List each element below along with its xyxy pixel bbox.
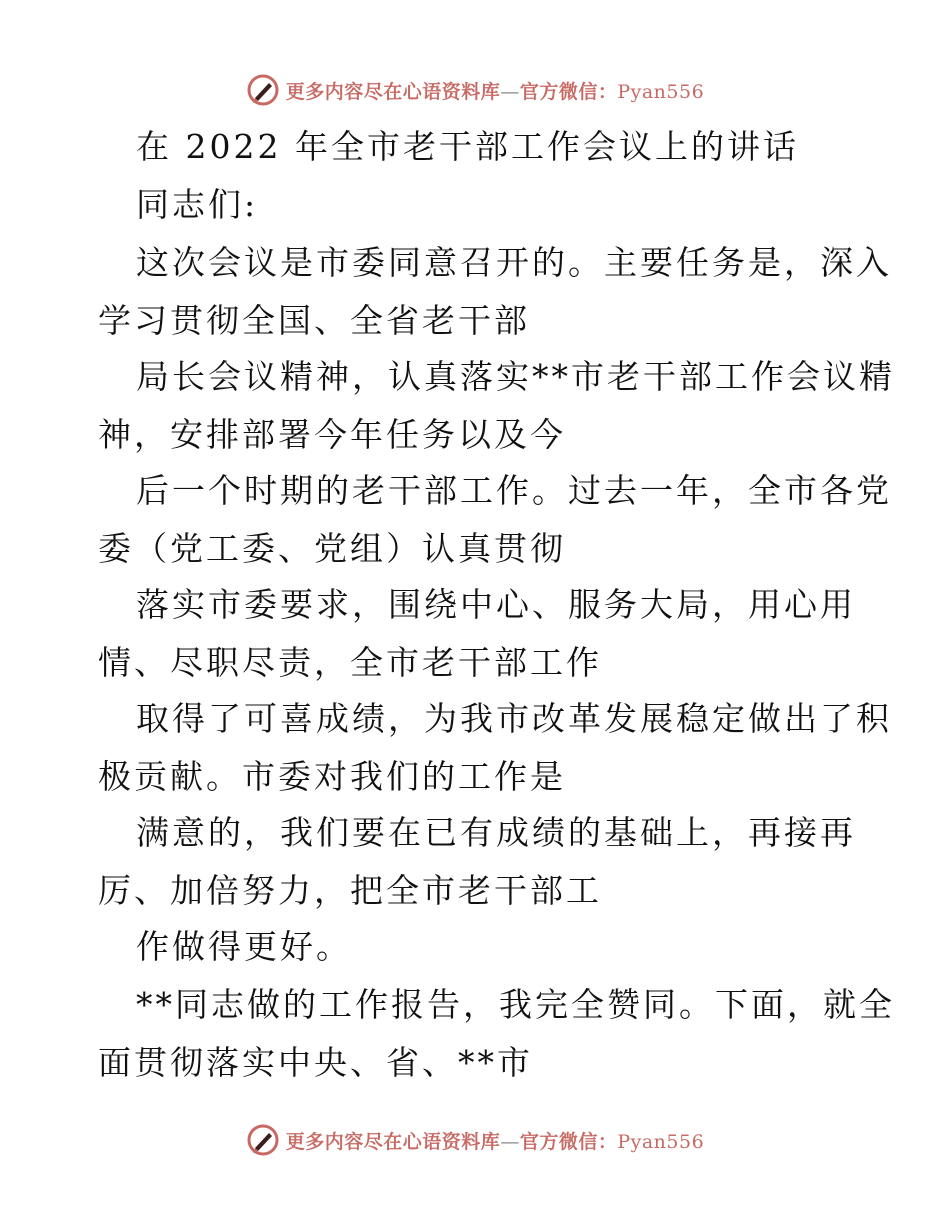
text-line: 委（党工委、党组）认真贯彻 [98, 529, 566, 568]
text-line: 取得了可喜成绩，为我市改革发展稳定做出了积 [136, 699, 892, 738]
document-body [98, 124, 895, 1096]
header-banner [0, 70, 950, 110]
footer-banner [0, 1120, 950, 1160]
text-line: 厉、加倍努力，把全市老干部工 [98, 871, 602, 910]
text-line: 后一个时期的老干部工作。过去一年，全市各党 [136, 471, 892, 510]
text-line: 局长会议精神，认真落实**市老干部工作会议精 [136, 357, 895, 396]
text-line: 满意的，我们要在已有成绩的基础上，再接再 [136, 813, 856, 852]
pen-logo-icon [246, 1123, 280, 1157]
text-line: 这次会议是市委同意召开的。主要任务是，深入 [136, 243, 892, 282]
text-line: 极贡献。市委对我们的工作是 [98, 757, 566, 796]
text-line: 神，安排部署今年任务以及今 [98, 415, 566, 454]
text-line: 面贯彻落实中央、省、**市 [98, 1043, 533, 1082]
footer-banner-text: 更多内容尽在心语资料库—官方微信：Pyan556 [285, 1130, 705, 1153]
text-line: 作做得更好。 [136, 927, 352, 966]
header-banner-text: 更多内容尽在心语资料库—官方微信：Pyan556 [285, 80, 705, 103]
document-title: 在 2022 年全市老干部工作会议上的讲话 [136, 127, 799, 166]
text-line: 学习贯彻全国、全省老干部 [98, 301, 530, 340]
text-line: 落实市委要求，围绕中心、服务大局，用心用 [136, 585, 856, 624]
pen-logo-icon [246, 73, 280, 107]
text-line: **同志做的工作报告，我完全赞同。下面，就全 [136, 985, 895, 1024]
text-line: 情、尽职尽责，全市老干部工作 [98, 643, 602, 682]
text-line: 同志们: [136, 185, 259, 224]
